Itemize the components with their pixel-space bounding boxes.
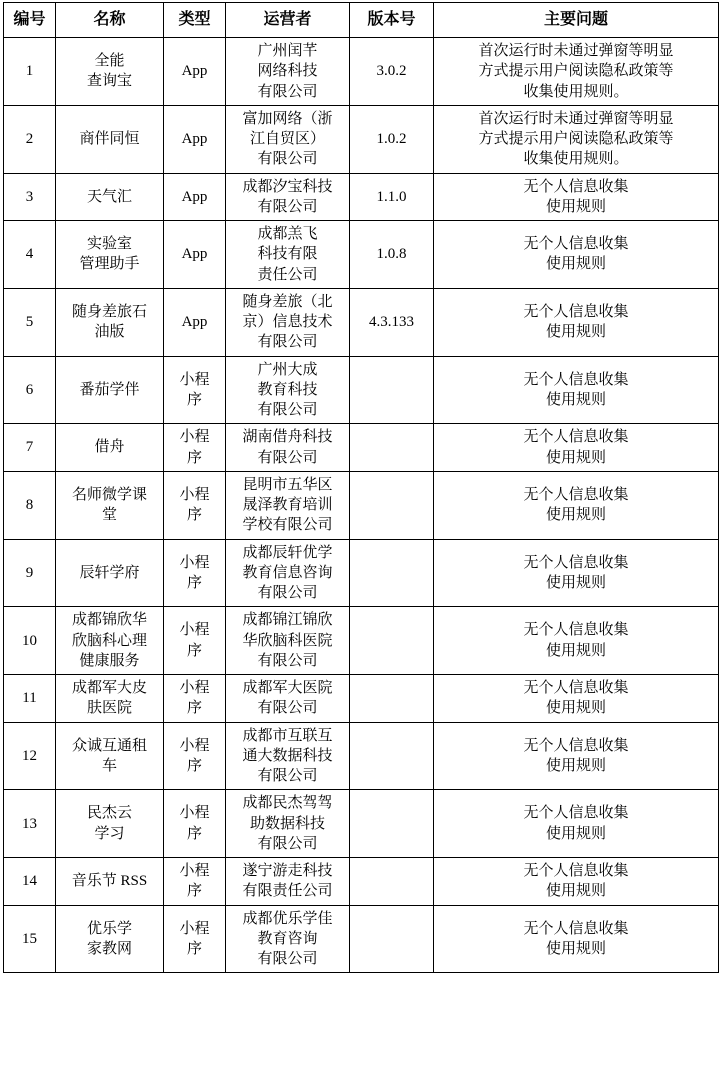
cell-version [350, 424, 434, 472]
cell-type: App [164, 38, 226, 106]
cell-type: App [164, 288, 226, 356]
cell-operator: 广州大成 教育科技 有限公司 [226, 356, 350, 424]
cell-type: 小程 序 [164, 790, 226, 858]
cell-type: App [164, 105, 226, 173]
cell-operator: 成都军大医院 有限公司 [226, 675, 350, 723]
table-row [4, 356, 719, 424]
table-row [4, 105, 719, 173]
cell-name: 众诚互通租 车 [56, 722, 164, 790]
cell-issue: 无个人信息收集 使用规则 [434, 288, 719, 356]
cell-operator: 湖南借舟科技 有限公司 [226, 424, 350, 472]
table-header-row [4, 3, 719, 38]
table-row [4, 722, 719, 790]
column-header-name: 名称 [56, 3, 164, 38]
cell-operator: 昆明市五华区 晟泽教育培训 学校有限公司 [226, 471, 350, 539]
table-row [4, 471, 719, 539]
cell-version [350, 858, 434, 906]
cell-name: 民杰云 学习 [56, 790, 164, 858]
cell-name: 成都锦欣华 欣脑科心理 健康服务 [56, 607, 164, 675]
cell-version [350, 722, 434, 790]
cell-id: 9 [4, 539, 56, 607]
cell-name: 商伴同恒 [56, 105, 164, 173]
table-body [4, 38, 719, 973]
cell-id: 13 [4, 790, 56, 858]
cell-type: 小程 序 [164, 539, 226, 607]
cell-issue: 无个人信息收集 使用规则 [434, 607, 719, 675]
cell-type: 小程 序 [164, 858, 226, 906]
cell-issue: 无个人信息收集 使用规则 [434, 221, 719, 289]
table-row [4, 905, 719, 973]
cell-issue: 无个人信息收集 使用规则 [434, 539, 719, 607]
cell-issue: 无个人信息收集 使用规则 [434, 722, 719, 790]
column-header-id: 编号 [4, 3, 56, 38]
cell-id: 5 [4, 288, 56, 356]
cell-type: 小程 序 [164, 471, 226, 539]
cell-issue: 无个人信息收集 使用规则 [434, 790, 719, 858]
cell-operator: 成都民杰驾驾 助数据科技 有限公司 [226, 790, 350, 858]
column-header-version: 版本号 [350, 3, 434, 38]
cell-version: 4.3.133 [350, 288, 434, 356]
cell-type: App [164, 173, 226, 221]
cell-name: 实验室 管理助手 [56, 221, 164, 289]
cell-version [350, 675, 434, 723]
cell-issue: 无个人信息收集 使用规则 [434, 471, 719, 539]
cell-id: 11 [4, 675, 56, 723]
cell-version: 3.0.2 [350, 38, 434, 106]
cell-issue: 无个人信息收集 使用规则 [434, 675, 719, 723]
violation-app-table [3, 2, 719, 973]
cell-id: 7 [4, 424, 56, 472]
cell-operator: 成都辰轩优学 教育信息咨询 有限公司 [226, 539, 350, 607]
cell-id: 12 [4, 722, 56, 790]
cell-type: 小程 序 [164, 424, 226, 472]
table-row [4, 858, 719, 906]
cell-operator: 成都锦江锦欣 华欣脑科医院 有限公司 [226, 607, 350, 675]
cell-type: 小程 序 [164, 607, 226, 675]
cell-name: 天气汇 [56, 173, 164, 221]
cell-operator: 成都市互联互 通大数据科技 有限公司 [226, 722, 350, 790]
column-header-type: 类型 [164, 3, 226, 38]
column-header-operator: 运营者 [226, 3, 350, 38]
cell-type: 小程 序 [164, 675, 226, 723]
cell-name: 随身差旅石 油版 [56, 288, 164, 356]
cell-id: 10 [4, 607, 56, 675]
cell-id: 2 [4, 105, 56, 173]
table-row [4, 221, 719, 289]
cell-id: 8 [4, 471, 56, 539]
cell-version: 1.0.8 [350, 221, 434, 289]
table-row [4, 607, 719, 675]
cell-issue: 首次运行时未通过弹窗等明显 方式提示用户阅读隐私政策等 收集使用规则。 [434, 105, 719, 173]
cell-version [350, 356, 434, 424]
cell-operator: 广州闰芊 网络科技 有限公司 [226, 38, 350, 106]
cell-version [350, 607, 434, 675]
table-row [4, 38, 719, 106]
cell-operator: 富加网络（浙 江自贸区） 有限公司 [226, 105, 350, 173]
cell-operator: 成都汐宝科技 有限公司 [226, 173, 350, 221]
cell-name: 番茄学伴 [56, 356, 164, 424]
cell-issue: 无个人信息收集 使用规则 [434, 905, 719, 973]
cell-name: 音乐节 RSS [56, 858, 164, 906]
cell-operator: 成都羔飞 科技有限 责任公司 [226, 221, 350, 289]
cell-issue: 无个人信息收集 使用规则 [434, 356, 719, 424]
cell-issue: 无个人信息收集 使用规则 [434, 173, 719, 221]
cell-id: 3 [4, 173, 56, 221]
table-row [4, 173, 719, 221]
table-row [4, 424, 719, 472]
column-header-issue: 主要问题 [434, 3, 719, 38]
cell-id: 4 [4, 221, 56, 289]
cell-operator: 随身差旅（北 京）信息技术 有限公司 [226, 288, 350, 356]
table-row [4, 790, 719, 858]
cell-id: 15 [4, 905, 56, 973]
cell-name: 优乐学 家教网 [56, 905, 164, 973]
cell-operator: 遂宁游走科技 有限责任公司 [226, 858, 350, 906]
cell-version: 1.0.2 [350, 105, 434, 173]
cell-version [350, 471, 434, 539]
cell-version [350, 539, 434, 607]
cell-id: 14 [4, 858, 56, 906]
cell-type: App [164, 221, 226, 289]
cell-name: 成都军大皮 肤医院 [56, 675, 164, 723]
cell-issue: 无个人信息收集 使用规则 [434, 858, 719, 906]
cell-version: 1.1.0 [350, 173, 434, 221]
cell-type: 小程 序 [164, 356, 226, 424]
cell-name: 借舟 [56, 424, 164, 472]
table-row [4, 675, 719, 723]
cell-name: 辰轩学府 [56, 539, 164, 607]
cell-id: 6 [4, 356, 56, 424]
cell-issue: 首次运行时未通过弹窗等明显 方式提示用户阅读隐私政策等 收集使用规则。 [434, 38, 719, 106]
cell-type: 小程 序 [164, 722, 226, 790]
cell-id: 1 [4, 38, 56, 106]
cell-name: 全能 查询宝 [56, 38, 164, 106]
table-header [4, 3, 719, 38]
table-row [4, 288, 719, 356]
table-row [4, 539, 719, 607]
cell-version [350, 790, 434, 858]
cell-issue: 无个人信息收集 使用规则 [434, 424, 719, 472]
cell-name: 名师微学课 堂 [56, 471, 164, 539]
cell-type: 小程 序 [164, 905, 226, 973]
cell-version [350, 905, 434, 973]
cell-operator: 成都优乐学佳 教育咨询 有限公司 [226, 905, 350, 973]
